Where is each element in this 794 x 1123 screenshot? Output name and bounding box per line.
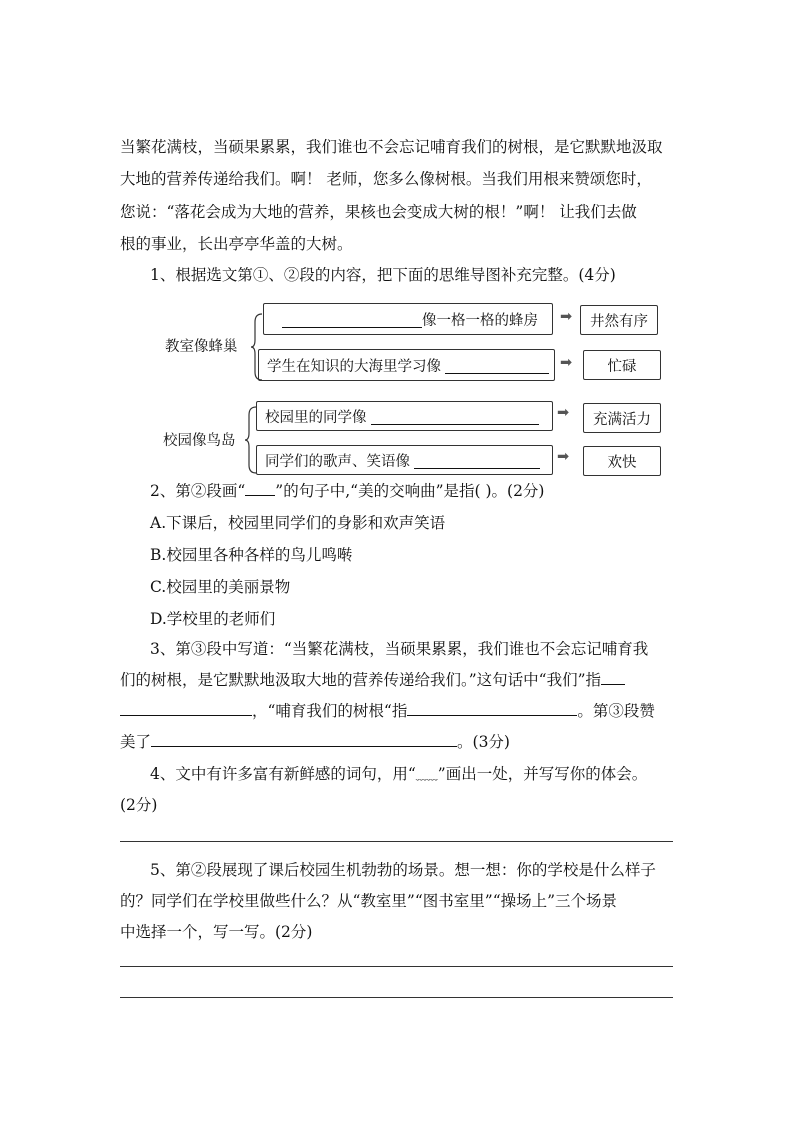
passage-line-1: 当繁花满枝，当硕果累累，我们谁也不会忘记哺育我们的树根，是它默默地汲取 — [120, 138, 663, 156]
map-group-2-label: 校园像鸟岛 — [163, 433, 236, 449]
question-3-line-2 — [120, 664, 676, 696]
question-5-line-3: 中选择一个，写一写。(2分) — [120, 923, 313, 941]
question-2-text-b: ”的句子中,“美的交响曲”是指( )。(2分) — [275, 482, 545, 500]
question-3-text: 美了 — [120, 733, 152, 751]
question-4-line-1 — [150, 758, 706, 792]
answer-blank[interactable] — [601, 668, 625, 685]
answer-line[interactable] — [120, 966, 673, 967]
underline-sample — [245, 479, 275, 496]
answer-blank[interactable] — [282, 311, 422, 328]
answer-line[interactable] — [120, 841, 673, 842]
map-box-g2-row1 — [256, 401, 553, 431]
question-3-line-3 — [120, 695, 676, 727]
answer-line[interactable] — [120, 997, 673, 998]
map-box-g1-row2 — [258, 349, 555, 381]
question-5-line-1: 5、第②段展现了课后校园生机勃勃的场景。想一想：你的学校是什么样子 — [150, 861, 656, 879]
question-3-text: 。(3分) — [457, 733, 510, 751]
question-2 — [150, 475, 706, 507]
map-box-g1-row1 — [263, 303, 553, 335]
answer-blank[interactable] — [414, 452, 540, 469]
question-3-text: 们的树根，是它默默地汲取大地的营养传递给我们。”这句话中“我们”指 — [120, 671, 602, 689]
option-c[interactable]: C.校园里的美丽景物 — [150, 578, 291, 596]
option-b[interactable]: B.校园里各种各样的鸟儿鸣啭 — [150, 546, 353, 564]
passage-line-4: 根的事业，长出亭亭华盖的大树。 — [120, 235, 353, 253]
map-group-1-label: 教室像蜂巢 — [165, 339, 238, 355]
question-3-line-1: 3、第③段中写道：“当繁花满枝，当硕果累累，我们谁也不会忘记哺育我 — [150, 640, 649, 658]
question-4-line-2: (2分) — [120, 796, 158, 814]
question-4-text-b: ”画出一处，并写写你的体会。 — [437, 765, 648, 783]
map-result-g2-row2: 欢快 — [583, 446, 661, 476]
answer-blank[interactable] — [371, 408, 539, 425]
question-2-text-a: 2、第②段画“ — [150, 482, 246, 500]
question-3-text: 。第③段赞 — [577, 702, 655, 720]
passage-line-2: 大地的营养传递给我们。啊！ 老师，您多么像树根。当我们用根来赞颂您时， — [120, 170, 652, 188]
map-box-g2-row2 — [256, 445, 553, 475]
arrow-icon: ➡ — [557, 449, 570, 465]
question-3-text: ，“哺育我们的树根“指 — [252, 702, 408, 720]
answer-blank[interactable] — [407, 699, 577, 716]
arrow-icon: ➡ — [560, 309, 573, 325]
option-d[interactable]: D.学校里的老师们 — [150, 610, 276, 628]
map-text: 像一格一格的蜂房 — [422, 312, 538, 329]
question-4-text-a: 4、文中有许多富有新鲜感的词句，用“ — [150, 765, 416, 783]
wavy-line-sample: ﹏﹏ — [415, 769, 438, 782]
passage-line-3: 您说：“落花会成为大地的营养，果核也会变成大树的根！”啊！ 让我们去做 — [120, 203, 637, 221]
question-5-line-2: 的？同学们在学校里做些什么？从“教室里”“图书室里”“操场上”三个场景 — [120, 892, 618, 910]
map-result-g1-row1: 井然有序 — [580, 305, 658, 335]
option-a[interactable]: A.下课后，校园里同学们的身影和欢声笑语 — [150, 514, 446, 532]
arrow-icon: ➡ — [560, 355, 573, 371]
answer-blank[interactable] — [120, 699, 252, 716]
map-result-g1-row2: 忙碌 — [583, 350, 661, 380]
arrow-icon: ➡ — [557, 405, 570, 421]
map-text: 同学们的歌声、笑语像 — [265, 453, 410, 470]
question-3-line-4 — [120, 726, 676, 758]
map-text: 学生在知识的大海里学习像 — [267, 358, 441, 375]
answer-blank[interactable] — [151, 730, 457, 747]
question-1: 1、根据选文第①、②段的内容，把下面的思维导图补充完整。(4分) — [150, 266, 616, 284]
answer-blank[interactable] — [445, 357, 549, 374]
map-result-g2-row1: 充满活力 — [583, 403, 661, 433]
map-text: 校园里的同学像 — [265, 409, 367, 426]
